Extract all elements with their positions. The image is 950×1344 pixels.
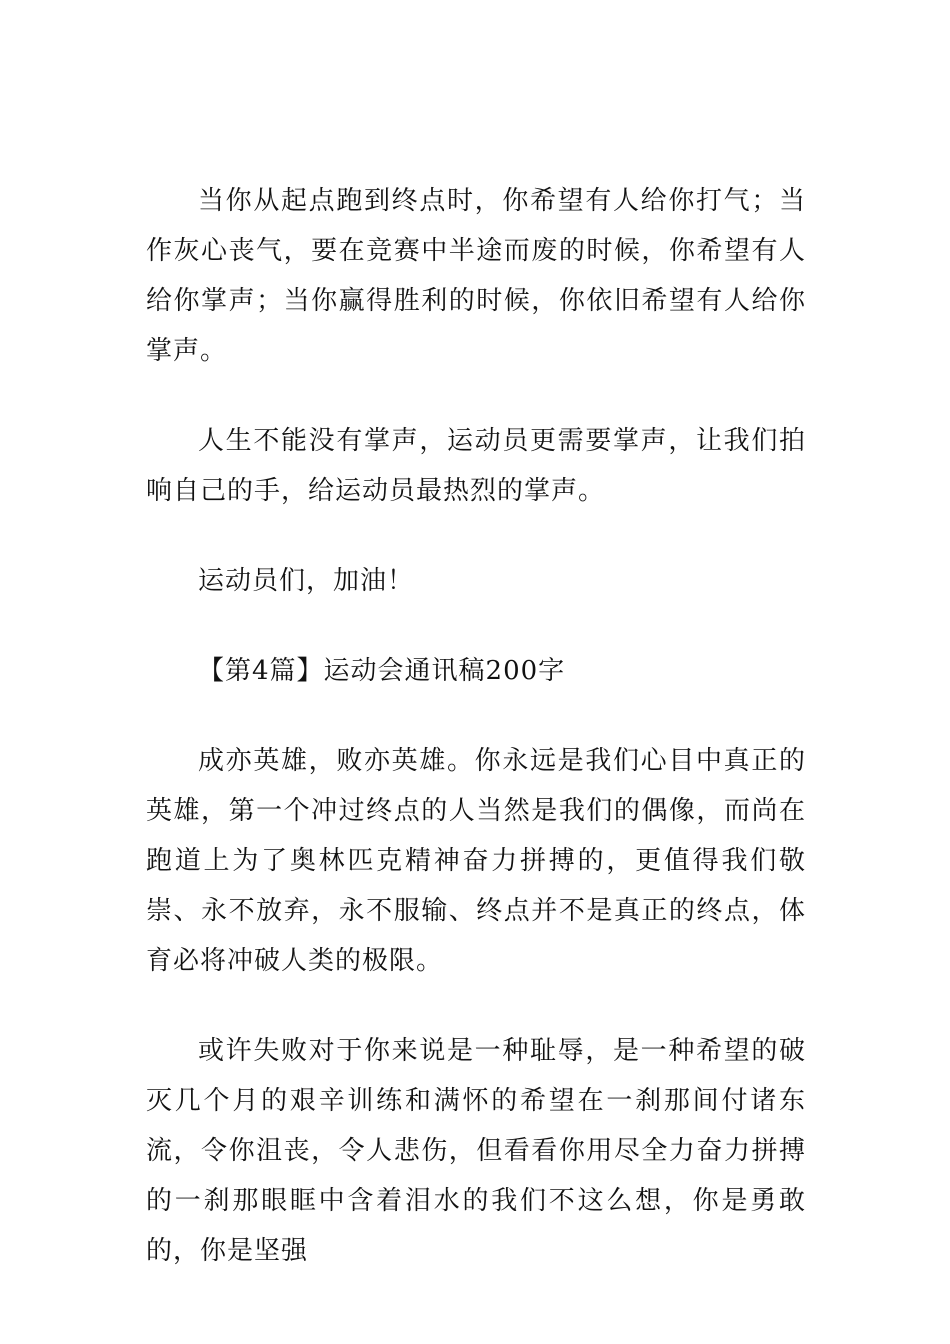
paragraph-gap [146,696,806,736]
paragraph-cheer: 当你从起点跑到终点时，你希望有人给你打气；当作灰心丧气，要在竞赛中半途而废的时候，你希望有人给你掌声；当你赢得胜利的时候，你依旧希望有人给你掌声。 [146,186,806,366]
paragraph-gap [146,516,806,556]
paragraph-heroes: 成亦英雄，败亦英雄。你永远是我们心目中真正的英雄，第一个冲过终点的人当然是我们的偶像，而尚在跑道上为了奥林匹克精神奋力拼搏的，更值得我们敬崇、永不放弃，永不服输、终点并不是真正的终点，体育必将冲破人类的极限。 [146,746,806,976]
paragraph-gap [146,986,806,1026]
paragraph-gap [146,376,806,416]
document-body [146,176,806,1276]
paragraph-gap [146,606,806,646]
paragraph-encouragement: 运动员们，加油！ [198,566,415,596]
paragraph-failure: 或许失败对于你来说是一种耻辱，是一种希望的破灭几个月的艰辛训练和满怀的希望在一刹那间付诸东流，令你沮丧，令人悲伤，但看看你用尽全力奋力拼搏的一刹那眼眶中含着泪水的我们不这么想，你是勇敢的，你是坚强 [146,1036,806,1266]
section-heading: 【第4篇】运动会通讯稿200字 [198,656,566,686]
paragraph-applause: 人生不能没有掌声，运动员更需要掌声，让我们拍响自己的手，给运动员最热烈的掌声。 [146,426,806,506]
